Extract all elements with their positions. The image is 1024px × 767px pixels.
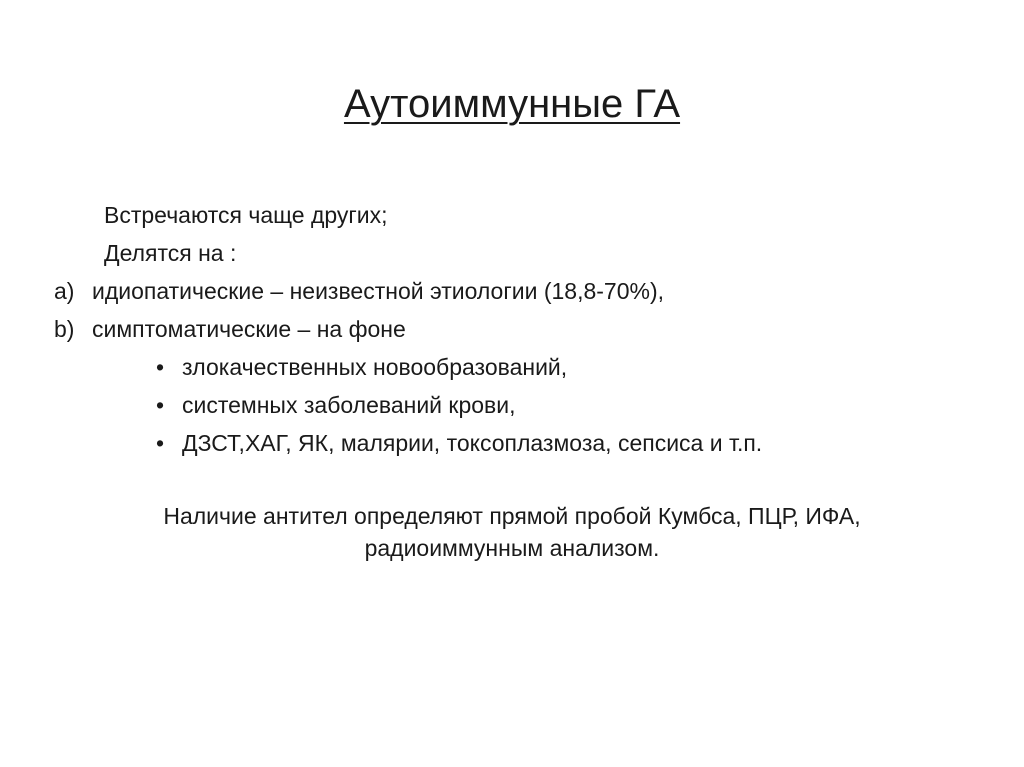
bullet-icon: • [156, 392, 165, 418]
intro-line-classification: Делятся на : [104, 240, 237, 266]
bullet-item-malignancies [156, 352, 567, 382]
intro-line-frequency: Встречаются чаще других; [104, 202, 388, 228]
bullet-item-text: злокачественных новообразований, [182, 354, 568, 380]
slide-title: Аутоиммунные ГА [343, 82, 681, 126]
list-marker: a) [54, 278, 75, 304]
bullet-item-blood-diseases [156, 390, 516, 420]
diagnostics-note-line: радиоиммунным анализом. [364, 535, 660, 561]
bullet-icon: • [156, 354, 165, 380]
bullet-item-text: ДЗСТ,ХАГ, ЯК, малярии, токсоплазмоза, сепсиса и т.п. [182, 430, 763, 456]
list-item-idiopathic [54, 276, 664, 306]
bullet-icon: • [156, 430, 165, 456]
list-item-text: симптоматические – на фоне [92, 316, 406, 342]
diagnostics-note [0, 500, 1024, 564]
list-marker: b) [54, 316, 75, 342]
list-item-symptomatic [54, 314, 406, 344]
list-item-text: идиопатические – неизвестной этиологии (18,8-70%), [92, 278, 664, 304]
diagnostics-note-line: Наличие антител определяют прямой пробой Кумбса, ПЦР, ИФА, [163, 503, 861, 529]
bullet-item-text: системных заболеваний крови, [182, 392, 516, 418]
bullet-item-other-conditions [156, 428, 762, 458]
